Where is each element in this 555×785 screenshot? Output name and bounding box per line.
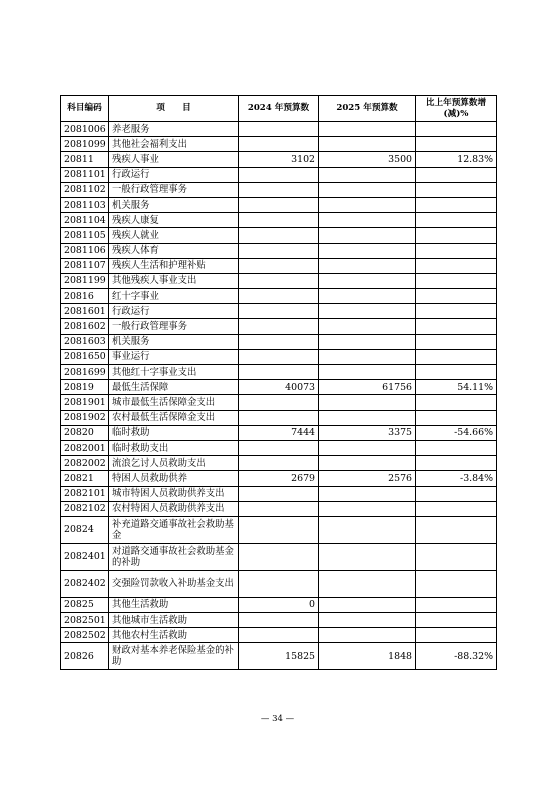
cell-2024-budget	[239, 167, 319, 182]
cell-2024-budget	[239, 349, 319, 364]
table-row	[61, 425, 497, 440]
cell-2024-budget	[239, 456, 319, 471]
cell-code: 2081006	[61, 122, 109, 137]
cell-item-name: 特困人员救助供养	[109, 471, 239, 486]
cell-item-name: 城市最低生活保障金支出	[109, 395, 239, 410]
cell-code: 2082402	[61, 570, 109, 597]
cell-code: 20824	[61, 516, 109, 543]
cell-code: 2081901	[61, 395, 109, 410]
cell-code: 20825	[61, 597, 109, 612]
cell-change-percent	[416, 273, 497, 288]
cell-item-name: 最低生活保障	[109, 380, 239, 395]
cell-2024-budget	[239, 228, 319, 243]
cell-code: 2081601	[61, 304, 109, 319]
cell-code: 2081107	[61, 258, 109, 273]
cell-item-name: 机关服务	[109, 334, 239, 349]
cell-2025-budget: 2576	[319, 471, 416, 486]
cell-2024-budget	[239, 258, 319, 273]
cell-2024-budget	[239, 182, 319, 197]
cell-item-name: 其他生活救助	[109, 597, 239, 612]
cell-code: 2081102	[61, 182, 109, 197]
cell-item-name: 其他残疾人事业支出	[109, 273, 239, 288]
cell-2025-budget	[319, 228, 416, 243]
cell-2024-budget	[239, 543, 319, 570]
cell-change-percent	[416, 365, 497, 380]
table-row	[61, 319, 497, 334]
cell-code: 2081699	[61, 365, 109, 380]
cell-2024-budget	[239, 243, 319, 258]
cell-2025-budget	[319, 501, 416, 516]
cell-change-percent: -88.32%	[416, 643, 497, 670]
cell-code: 20819	[61, 380, 109, 395]
cell-change-percent	[416, 137, 497, 152]
cell-change-percent	[416, 122, 497, 137]
cell-change-percent	[416, 456, 497, 471]
cell-2025-budget	[319, 349, 416, 364]
cell-2024-budget	[239, 570, 319, 597]
table-body	[61, 122, 497, 670]
cell-item-name: 残疾人生活和护理补贴	[109, 258, 239, 273]
cell-code: 2081106	[61, 243, 109, 258]
cell-item-name: 养老服务	[109, 122, 239, 137]
cell-2024-budget	[239, 395, 319, 410]
table-row	[61, 137, 497, 152]
page-number: — 34 —	[260, 714, 295, 724]
cell-item-name: 机关服务	[109, 197, 239, 212]
cell-item-name: 事业运行	[109, 349, 239, 364]
cell-change-percent	[416, 543, 497, 570]
table-row	[61, 380, 497, 395]
cell-2024-budget: 7444	[239, 425, 319, 440]
cell-2025-budget	[319, 319, 416, 334]
cell-item-name: 农村最低生活保障金支出	[109, 410, 239, 425]
cell-code: 2081650	[61, 349, 109, 364]
cell-2024-budget	[239, 319, 319, 334]
cell-code: 2081105	[61, 228, 109, 243]
table-row	[61, 456, 497, 471]
cell-item-name: 补充道路交通事故社会救助基金	[109, 516, 239, 543]
cell-2025-budget	[319, 543, 416, 570]
cell-2024-budget	[239, 289, 319, 304]
cell-2025-budget	[319, 182, 416, 197]
cell-code: 2082502	[61, 628, 109, 643]
cell-change-percent	[416, 501, 497, 516]
cell-change-percent	[416, 167, 497, 182]
cell-item-name: 红十字事业	[109, 289, 239, 304]
cell-code: 2082001	[61, 440, 109, 455]
cell-change-percent	[416, 213, 497, 228]
cell-2024-budget	[239, 122, 319, 137]
cell-code: 2081103	[61, 197, 109, 212]
cell-2024-budget	[239, 365, 319, 380]
cell-code: 20821	[61, 471, 109, 486]
table-header-row	[61, 96, 497, 122]
cell-code: 2081199	[61, 273, 109, 288]
table-row	[61, 197, 497, 212]
table-row	[61, 597, 497, 612]
cell-2024-budget	[239, 486, 319, 501]
cell-change-percent: 54.11%	[416, 380, 497, 395]
table-row	[61, 570, 497, 597]
cell-change-percent	[416, 597, 497, 612]
budget-table	[60, 95, 497, 670]
cell-code: 20820	[61, 425, 109, 440]
cell-item-name: 一般行政管理事务	[109, 319, 239, 334]
table-row	[61, 228, 497, 243]
table-row	[61, 643, 497, 670]
cell-item-name: 城市特困人员救助供养支出	[109, 486, 239, 501]
table-row	[61, 273, 497, 288]
cell-2024-budget: 2679	[239, 471, 319, 486]
cell-item-name: 农村特困人员救助供养支出	[109, 501, 239, 516]
cell-2024-budget	[239, 304, 319, 319]
cell-change-percent	[416, 628, 497, 643]
table-row	[61, 152, 497, 167]
cell-change-percent	[416, 304, 497, 319]
table-row	[61, 122, 497, 137]
table-row	[61, 365, 497, 380]
cell-code: 2082501	[61, 613, 109, 628]
table-row	[61, 258, 497, 273]
cell-2024-budget	[239, 410, 319, 425]
table-row	[61, 304, 497, 319]
cell-2024-budget	[239, 440, 319, 455]
cell-code: 2081603	[61, 334, 109, 349]
cell-code: 2081101	[61, 167, 109, 182]
cell-code: 20826	[61, 643, 109, 670]
cell-change-percent: 12.83%	[416, 152, 497, 167]
table-row	[61, 334, 497, 349]
table-row	[61, 628, 497, 643]
cell-2025-budget	[319, 516, 416, 543]
cell-change-percent	[416, 440, 497, 455]
cell-2025-budget	[319, 213, 416, 228]
cell-item-name: 其他红十字事业支出	[109, 365, 239, 380]
cell-code: 20811	[61, 152, 109, 167]
cell-code: 2082102	[61, 501, 109, 516]
cell-change-percent	[416, 570, 497, 597]
cell-item-name: 其他城市生活救助	[109, 613, 239, 628]
cell-change-percent	[416, 410, 497, 425]
cell-code: 2081602	[61, 319, 109, 334]
cell-item-name: 交强险罚款收入补助基金支出	[109, 570, 239, 597]
cell-2025-budget	[319, 243, 416, 258]
cell-item-name: 残疾人康复	[109, 213, 239, 228]
cell-item-name: 一般行政管理事务	[109, 182, 239, 197]
cell-2024-budget: 40073	[239, 380, 319, 395]
cell-change-percent	[416, 228, 497, 243]
table-row	[61, 167, 497, 182]
table-row	[61, 440, 497, 455]
cell-code: 2082101	[61, 486, 109, 501]
cell-item-name: 行政运行	[109, 304, 239, 319]
cell-change-percent	[416, 516, 497, 543]
cell-2024-budget	[239, 501, 319, 516]
cell-2025-budget	[319, 167, 416, 182]
cell-2024-budget	[239, 334, 319, 349]
cell-change-percent	[416, 349, 497, 364]
cell-change-percent	[416, 319, 497, 334]
header-item: 项 目	[109, 96, 239, 122]
cell-2024-budget	[239, 273, 319, 288]
cell-item-name: 对道路交通事故社会救助基金的补助	[109, 543, 239, 570]
cell-2025-budget	[319, 122, 416, 137]
cell-code: 2081099	[61, 137, 109, 152]
cell-2024-budget	[239, 197, 319, 212]
cell-code: 2082002	[61, 456, 109, 471]
cell-code: 2081902	[61, 410, 109, 425]
cell-2025-budget	[319, 395, 416, 410]
cell-2024-budget	[239, 137, 319, 152]
table-row	[61, 395, 497, 410]
table-row	[61, 516, 497, 543]
cell-item-name: 行政运行	[109, 167, 239, 182]
header-2025-budget: 2025 年预算数	[319, 96, 416, 122]
table-row	[61, 213, 497, 228]
table-row	[61, 543, 497, 570]
cell-2025-budget: 3375	[319, 425, 416, 440]
cell-2025-budget	[319, 570, 416, 597]
cell-2025-budget	[319, 440, 416, 455]
cell-2024-budget	[239, 516, 319, 543]
cell-2025-budget	[319, 304, 416, 319]
cell-2025-budget: 3500	[319, 152, 416, 167]
cell-2025-budget	[319, 137, 416, 152]
cell-code: 20816	[61, 289, 109, 304]
cell-2025-budget	[319, 258, 416, 273]
cell-change-percent: -54.66%	[416, 425, 497, 440]
cell-change-percent	[416, 334, 497, 349]
cell-2025-budget: 61756	[319, 380, 416, 395]
cell-2025-budget	[319, 289, 416, 304]
table-row	[61, 486, 497, 501]
cell-2025-budget	[319, 197, 416, 212]
cell-change-percent	[416, 289, 497, 304]
cell-item-name: 残疾人就业	[109, 228, 239, 243]
cell-item-name: 临时救助	[109, 425, 239, 440]
header-change-percent: 比上年预算数增(减)%	[416, 96, 497, 122]
cell-item-name: 临时救助支出	[109, 440, 239, 455]
cell-change-percent	[416, 258, 497, 273]
cell-change-percent: -3.84%	[416, 471, 497, 486]
table-row	[61, 613, 497, 628]
cell-item-name: 财政对基本养老保险基金的补助	[109, 643, 239, 670]
table-row	[61, 410, 497, 425]
cell-item-name: 残疾人事业	[109, 152, 239, 167]
cell-change-percent	[416, 486, 497, 501]
cell-2024-budget	[239, 213, 319, 228]
cell-2024-budget: 0	[239, 597, 319, 612]
cell-change-percent	[416, 395, 497, 410]
table-row	[61, 289, 497, 304]
cell-code: 2082401	[61, 543, 109, 570]
table-row	[61, 349, 497, 364]
cell-change-percent	[416, 182, 497, 197]
cell-2025-budget	[319, 334, 416, 349]
cell-2025-budget	[319, 410, 416, 425]
cell-2025-budget: 1848	[319, 643, 416, 670]
header-code: 科目编码	[61, 96, 109, 122]
cell-item-name: 流浪乞讨人员救助支出	[109, 456, 239, 471]
cell-2025-budget	[319, 365, 416, 380]
cell-2025-budget	[319, 613, 416, 628]
cell-2024-budget	[239, 613, 319, 628]
cell-2025-budget	[319, 628, 416, 643]
cell-change-percent	[416, 243, 497, 258]
cell-item-name: 其他社会福利支出	[109, 137, 239, 152]
table-row	[61, 471, 497, 486]
cell-code: 2081104	[61, 213, 109, 228]
cell-change-percent	[416, 613, 497, 628]
cell-2024-budget	[239, 628, 319, 643]
cell-2025-budget	[319, 273, 416, 288]
cell-2025-budget	[319, 456, 416, 471]
cell-item-name: 其他农村生活救助	[109, 628, 239, 643]
cell-2024-budget: 15825	[239, 643, 319, 670]
cell-item-name: 残疾人体育	[109, 243, 239, 258]
cell-change-percent	[416, 197, 497, 212]
cell-2025-budget	[319, 597, 416, 612]
cell-2024-budget: 3102	[239, 152, 319, 167]
table-row	[61, 501, 497, 516]
table-row	[61, 243, 497, 258]
header-2024-budget: 2024 年预算数	[239, 96, 319, 122]
table-row	[61, 182, 497, 197]
cell-2025-budget	[319, 486, 416, 501]
